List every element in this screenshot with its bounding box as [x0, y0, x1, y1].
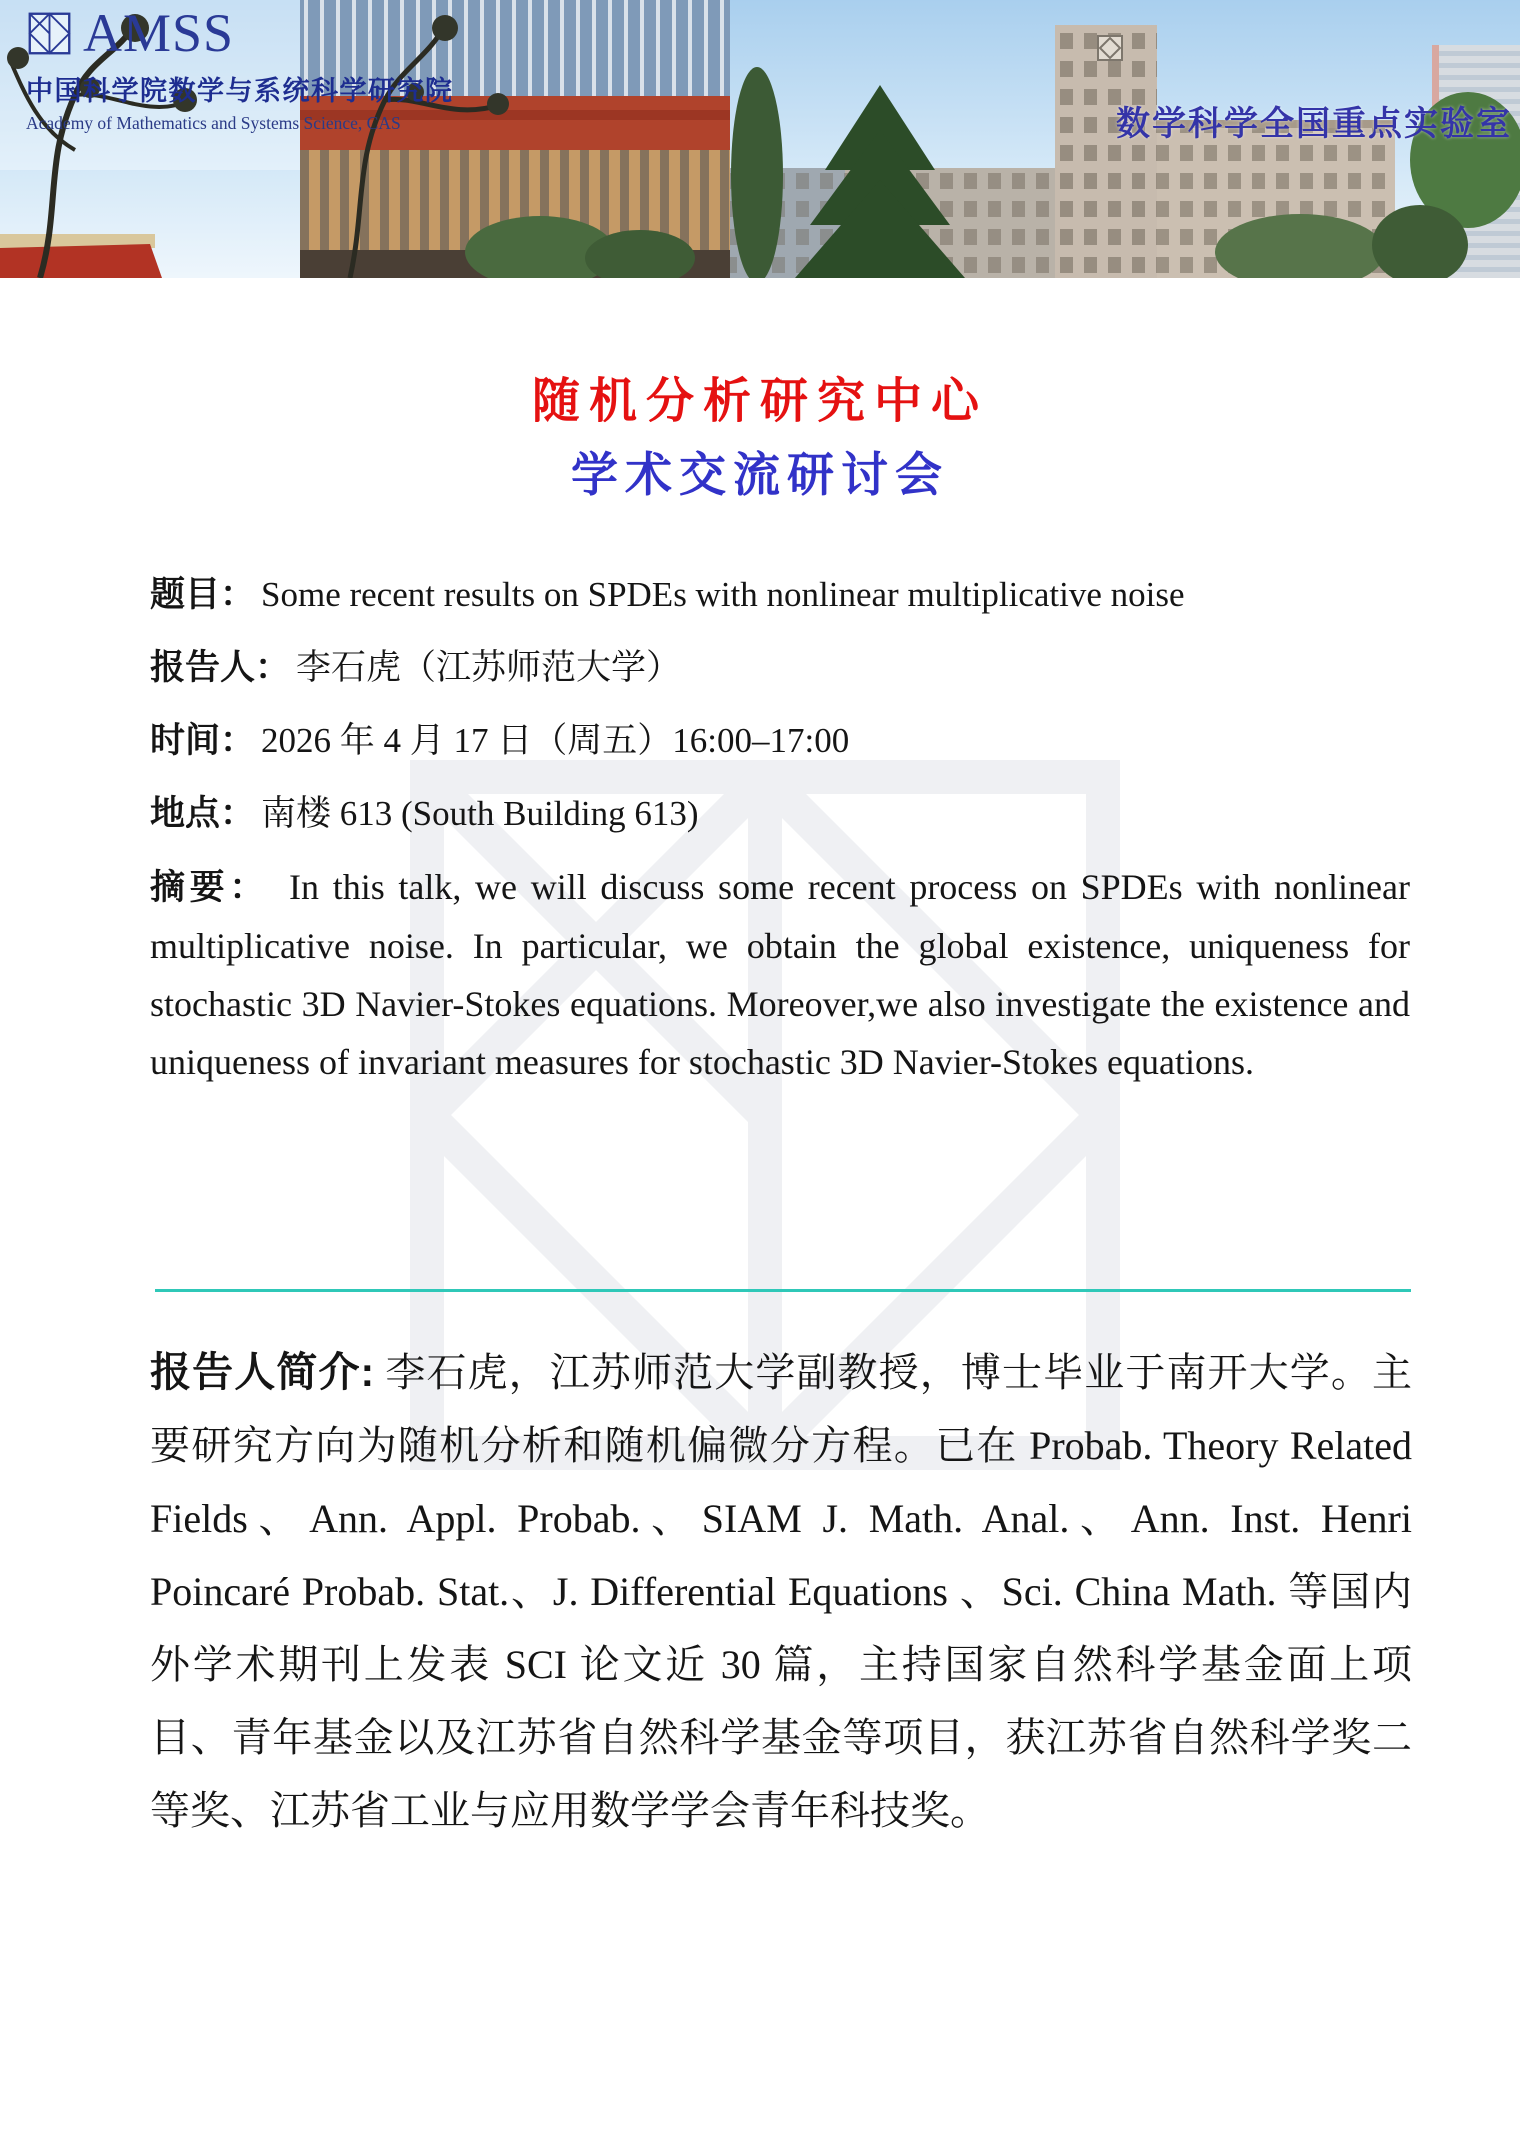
field-title: [150, 566, 1410, 624]
venue-value: 南楼 613 (South Building 613): [261, 794, 699, 833]
speaker-label: 报告人：: [150, 648, 291, 687]
bio-text: 李石虎，江苏师范大学副教授，博士毕业于南开大学。主要研究方向为随机分析和随机偏微分方程。已在 Probab. Theory Related Fields、Ann. Appl. Probab.、SIAM J. Math. Anal.、Ann. Inst. Henri Poincaré Probab. Stat.、J. Differential Equations 、Sci. China Math. 等国内外学术期刊上发表 SCI 论文近 30 篇，主持国家自然科学基金面上项目、青年基金以及江苏省自然科学基金等项目，获江苏省自然科学奖二等奖、江苏省工业与应用数学学会青年科技奖。: [150, 1350, 1413, 1833]
org-name-cn: 中国科学院数学与系统科学研究院: [26, 76, 454, 106]
center-name-title: 随机分析研究中心: [531, 375, 988, 428]
speaker-bio: [150, 1336, 1412, 1847]
red-roof: [0, 234, 162, 278]
field-venue: [150, 785, 1410, 843]
venue-label: 地点：: [150, 794, 256, 833]
amss-logo-icon: [26, 10, 73, 57]
event-type-title: 学术交流研讨会: [571, 450, 949, 502]
brand-block: [26, 3, 454, 134]
field-speaker: [150, 639, 1410, 697]
bio-label: 报告人简介:: [150, 1349, 375, 1395]
header-banner: [0, 0, 1520, 278]
org-name-en: Academy of Mathematics and Systems Science, CAS: [26, 113, 401, 133]
speaker-value: 李石虎（江苏师范大学）: [296, 648, 682, 687]
time-label: 时间：: [150, 721, 256, 760]
lab-name: 数学科学全国重点实验室: [1116, 105, 1512, 143]
abstract-value: In this talk, we will discuss some recent process on SPDEs with nonlinear multiplicative noise. In particular, we obtain the global existence, uniqueness for stochastic 3D Navier-Stokes equations. Moreover,we also investigate the existence and uniqueness of invariant measures for stochastic 3D Navier-Stokes equations.: [150, 867, 1410, 1082]
title-label: 题目：: [150, 575, 256, 614]
field-time: [150, 712, 1410, 770]
section-divider: [155, 1289, 1411, 1292]
amss-logotype: AMSS: [83, 3, 235, 63]
title-value: Some recent results on SPDEs with nonlinear multiplicative noise: [261, 575, 1185, 614]
abstract-label: 摘要：: [150, 868, 270, 907]
seminar-details: [150, 566, 1410, 1106]
field-abstract: [150, 858, 1410, 1091]
time-value: 2026 年 4 月 17 日（周五）16:00–17:00: [261, 721, 850, 760]
